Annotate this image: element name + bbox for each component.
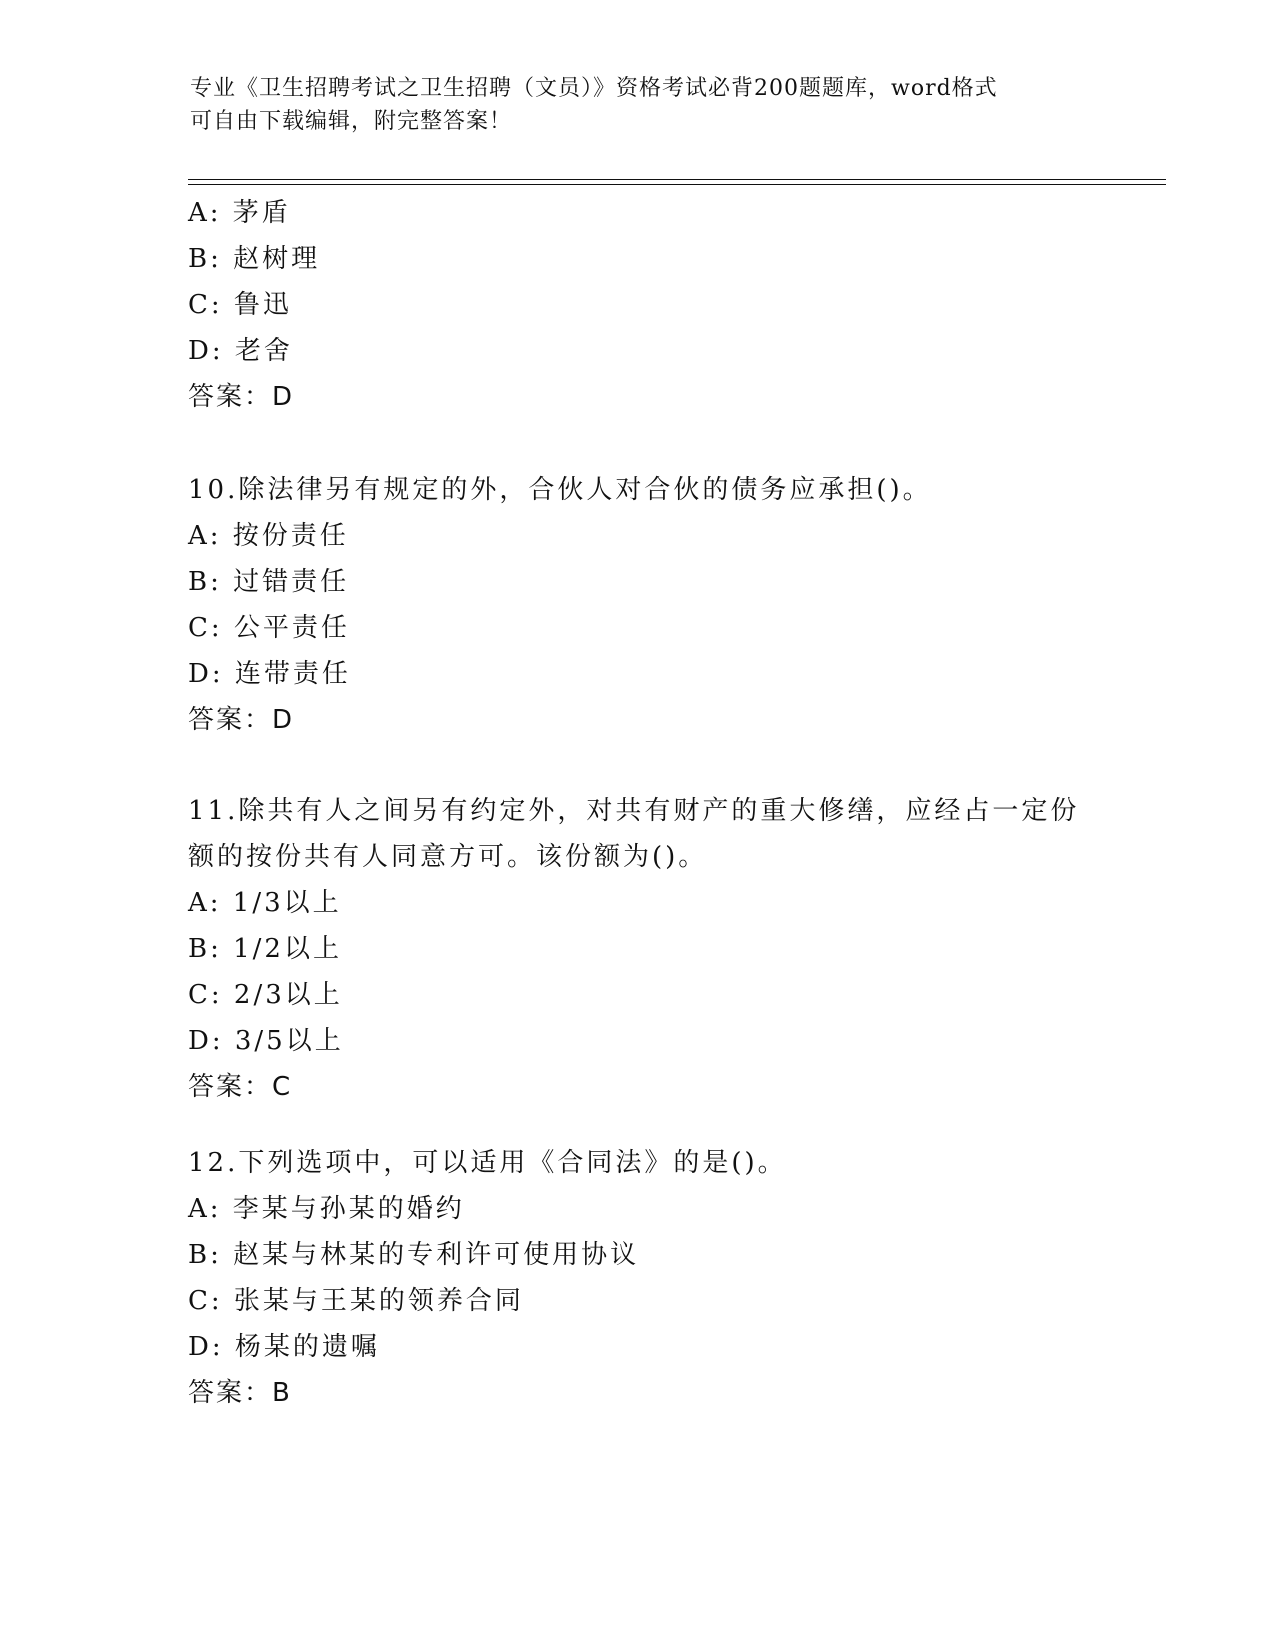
question-10-block [188,467,1088,743]
option-d: D: 老舍 [188,336,293,366]
option-b: B: 过错责任 [188,567,350,597]
option-d: D: 杨某的遗嘱 [188,1332,380,1362]
answer-label: 答案：D [188,382,295,412]
question-title: 12.下列选项中，可以适用《合同法》的是()。 [188,1148,787,1178]
question-12-block [188,1140,1088,1416]
option-a: A: 茅盾 [188,198,291,228]
answer-label: 答案：D [188,705,295,735]
question-title: 10.除法律另有规定的外，合伙人对合伙的债务应承担()。 [188,475,932,505]
answer-label: 答案：B [188,1378,292,1408]
question-title-line-1: 11.除共有人之间另有约定外，对共有财产的重大修缮，应经占一定份 [188,796,1080,826]
question-9-block [188,190,1088,420]
option-c: C: 张某与王某的领养合同 [188,1286,524,1316]
option-b: B: 1/2以上 [188,934,342,964]
option-d: D: 连带责任 [188,659,351,689]
answer-label: 答案：C [188,1072,293,1102]
question-11-block [188,788,1088,1110]
option-a: A: 1/3以上 [188,888,342,918]
header-title-line-1: 专业《卫生招聘考试之卫生招聘（文员）》资格考试必背200题题库，word格式 [190,76,998,101]
option-b: B: 赵树理 [188,244,321,274]
header-divider-top [188,179,1166,180]
option-a: A: 按份责任 [188,521,349,551]
option-a: A: 李某与孙某的婚约 [188,1194,465,1224]
header-title-line-2: 可自由下载编辑，附完整答案！ [190,109,513,134]
option-c: C: 2/3以上 [188,980,343,1010]
option-c: C: 公平责任 [188,613,350,643]
option-d: D: 3/5以上 [188,1026,344,1056]
question-title-line-2: 额的按份共有人同意方可。该份额为()。 [188,842,708,872]
document-header [190,72,1090,138]
header-divider-bottom [188,184,1166,185]
option-b: B: 赵某与林某的专利许可使用协议 [188,1240,640,1270]
option-c: C: 鲁迅 [188,290,292,320]
